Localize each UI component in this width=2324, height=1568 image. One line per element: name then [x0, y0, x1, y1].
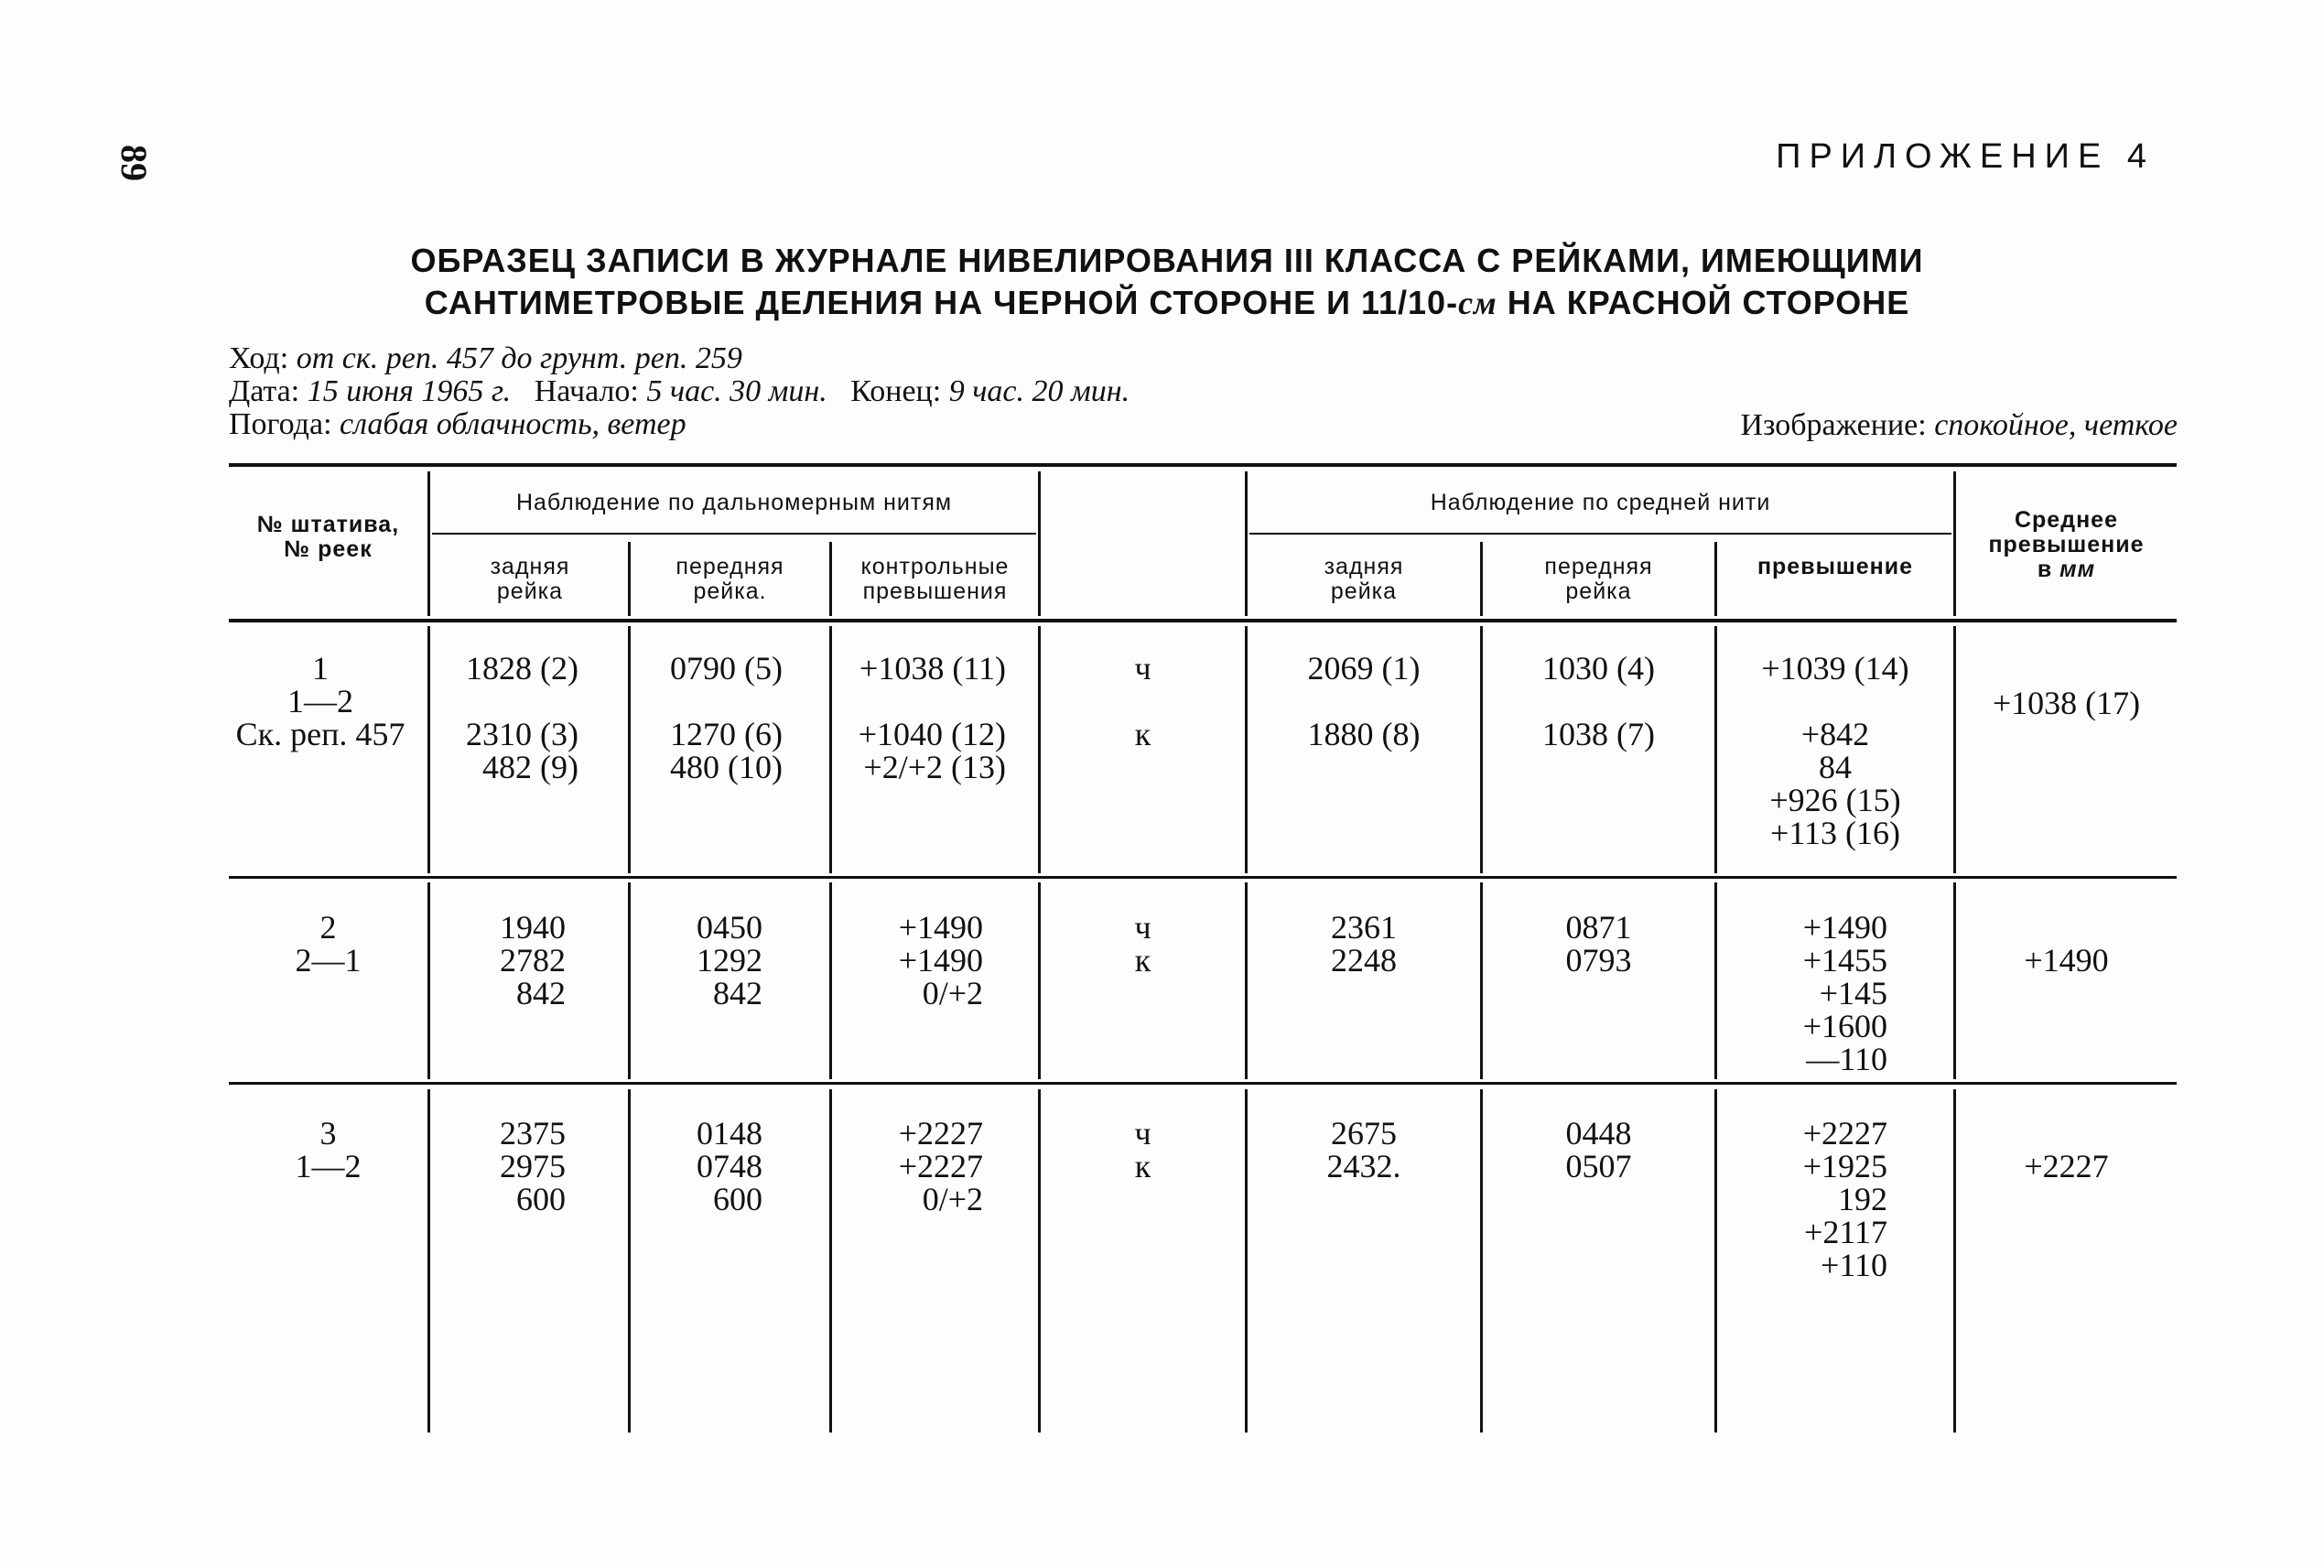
header-stadia-front: передняя рейка. — [676, 554, 784, 604]
row3-side: ч к — [1134, 1115, 1151, 1184]
row2-station: 2 2—1 — [295, 909, 362, 979]
header-bottom-rule — [229, 619, 2177, 622]
header-middle-group: Наблюдение по средней нити — [1430, 490, 1771, 515]
header-stadia-group: Наблюдение по дальномерным нитям — [515, 490, 953, 515]
row2-mean: +1490 — [2024, 942, 2109, 979]
row3-stadia-front: 0148 0748 600 — [697, 1115, 762, 1217]
row-divider-2 — [229, 1082, 2177, 1085]
row3-middle-front: 0448 0507 — [1565, 1115, 1632, 1184]
row2-stadia-back: 1940 2782 842 — [500, 909, 566, 1011]
row3-middle-back: 2675 2432. — [1326, 1115, 1401, 1184]
title-line-1: ОБРАЗЕЦ ЗАПИСИ В ЖУРНАЛЕ НИВЕЛИРОВАНИЯ III КЛАССА С РЕЙКАМИ, ИМЕЮЩИМИ — [410, 242, 1924, 279]
row3-stadia-back: 2375 2975 600 — [500, 1115, 566, 1217]
page-number: 89 — [113, 145, 155, 181]
row2-middle-elevation: +1490 +1455 +145 +1600 —110 — [1802, 909, 1887, 1077]
image-quality-line: Изображение: спокойное, четкое — [1740, 408, 2178, 442]
header-mean-elevation: Среднее превышение в мм — [1988, 507, 2145, 582]
date-line: Дата: 15 июня 1965 г. Начало: 5 час. 30 мин. Конец: 9 час. 20 мин. — [229, 374, 1130, 408]
row1-stadia-control: +1038 (11) +1040 (12) +2/+2 (13) — [858, 650, 1006, 785]
row3-stadia-control: +2227 +2227 0/+2 — [898, 1115, 983, 1217]
appendix-label: ПРИЛОЖЕНИЕ 4 — [1776, 137, 2155, 176]
row-divider-1 — [229, 876, 2177, 879]
header-stadia-back: задняя рейка — [490, 554, 570, 604]
row3-middle-elevation: +2227 +1925 192 +2117 +110 — [1802, 1115, 1887, 1283]
header-middle-front: передняя рейка — [1544, 554, 1653, 604]
row1-side: ч к — [1134, 650, 1151, 752]
row1-stadia-back: 1828 (2) 2310 (3) 482 (9) — [466, 650, 578, 785]
route-line: Ход: от ск. реп. 457 до грунт. реп. 259 — [229, 341, 742, 375]
row3-station: 3 1—2 — [295, 1115, 362, 1184]
title-line-2: САНТИМЕТРОВЫЕ ДЕЛЕНИЯ НА ЧЕРНОЙ СТОРОНЕ И 11/10-см НА КРАСНОЙ СТОРОНЕ — [424, 284, 1910, 321]
header-station: № штатива, № реек — [256, 512, 400, 562]
row2-middle-front: 0871 0793 — [1565, 909, 1632, 979]
row1-middle-elevation: +1039 (14) +842 84 +926 (15) +113 (16) — [1761, 650, 1909, 851]
row2-stadia-control: +1490 +1490 0/+2 — [898, 909, 983, 1011]
row1-station: 1 1—2 Ск. реп. 457 — [235, 650, 405, 752]
row1-middle-back: 2069 (1) 1880 (8) — [1307, 650, 1421, 752]
row2-side: ч к — [1134, 909, 1151, 979]
row1-middle-front: 1030 (4) 1038 (7) — [1542, 650, 1655, 752]
header-middle-back: задняя рейка — [1324, 554, 1404, 604]
middle-group-rule — [1249, 533, 1951, 535]
header-stadia-control: контрольные превышения — [860, 554, 1010, 604]
stadia-group-rule — [432, 533, 1036, 535]
weather-line: Погода: слабая облачность, ветер — [229, 407, 686, 441]
page-title — [275, 240, 2059, 324]
header-middle-elevation: превышение — [1757, 554, 1914, 579]
row3-mean: +2227 — [2024, 1148, 2109, 1184]
table-top-rule — [229, 463, 2177, 467]
row1-stadia-front: 0790 (5) 1270 (6) 480 (10) — [670, 650, 783, 785]
row1-mean: +1038 (17) — [1992, 685, 2141, 721]
row2-middle-back: 2361 2248 — [1331, 909, 1397, 979]
row2-stadia-front: 0450 1292 842 — [697, 909, 762, 1011]
